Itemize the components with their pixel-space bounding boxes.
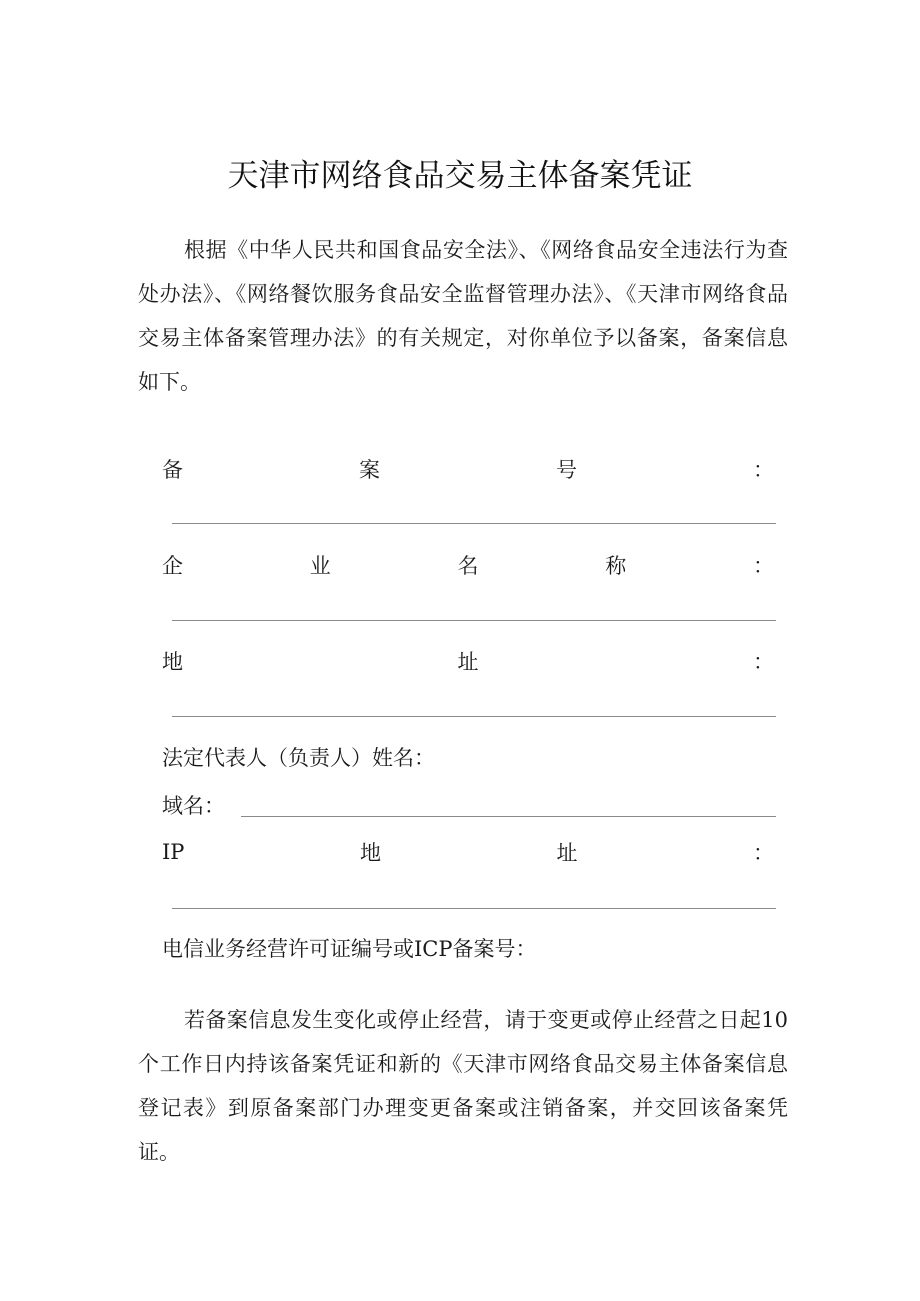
label-char: 地: [359, 841, 381, 865]
label-colon: ：: [752, 841, 774, 865]
ip-address-field-line[interactable]: [172, 908, 776, 909]
legal-representative-label: 法定代表人（负责人）姓名：: [162, 746, 435, 770]
label-colon: ：: [753, 554, 774, 578]
record-number-field-line[interactable]: [172, 523, 776, 524]
label-char: 址: [457, 650, 479, 674]
label-char: 案: [359, 458, 380, 482]
notice-paragraph: 若备案信息发生变化或停止经营，请于变更或停止经营之日起10个工作日内持该备案凭证和新的《天津市网络食品交易主体备案信息登记表》到原备案部门办理变更备案或注销备案，并交回该备案凭证。: [138, 1008, 788, 1164]
domain-field-line[interactable]: [241, 816, 776, 817]
label-char: IP: [162, 840, 185, 864]
domain-row: [162, 790, 776, 820]
address-label: [162, 646, 774, 676]
address-field-line[interactable]: [172, 716, 776, 717]
domain-label: 域名：: [162, 794, 225, 818]
label-colon: ：: [753, 458, 774, 482]
label-char: 名: [457, 554, 479, 578]
label-colon: ：: [753, 650, 774, 674]
company-name-field-line[interactable]: [172, 620, 776, 621]
label-char: 企: [162, 554, 183, 578]
label-char: 地: [162, 650, 183, 674]
record-number-label: [162, 454, 774, 484]
label-char: 称: [605, 554, 627, 578]
page-title: 天津市网络食品交易主体备案凭证: [227, 158, 693, 194]
label-char: 备: [162, 458, 183, 482]
ip-address-label: [162, 837, 774, 867]
label-char: 址: [556, 841, 578, 865]
icp-label: 电信业务经营许可证编号或ICP备案号：: [162, 937, 537, 961]
label-char: 号: [556, 458, 577, 482]
company-name-label: [162, 550, 774, 580]
intro-paragraph: 根据《中华人民共和国食品安全法》、《网络食品安全违法行为查处办法》、《网络餐饮服务食品安全监督管理办法》、《天津市网络食品交易主体备案管理办法》的有关规定，对你单位予以备案，备案信息如下。: [138, 238, 788, 394]
label-char: 业: [309, 554, 331, 578]
